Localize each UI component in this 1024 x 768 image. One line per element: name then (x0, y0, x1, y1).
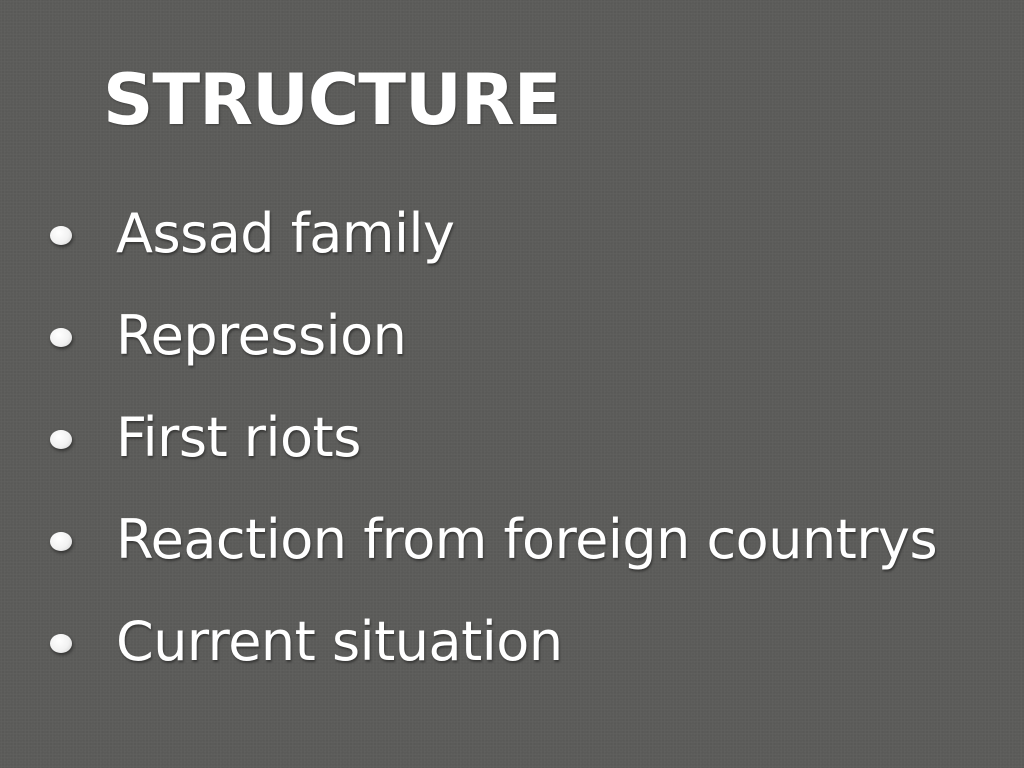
bullet-item-reaction (0, 491, 1024, 593)
bullet-text: Current situation (116, 610, 563, 673)
bullet-dot-icon (50, 430, 72, 449)
bullet-item-repression (0, 287, 1024, 389)
bullet-text: First riots (116, 406, 361, 469)
bullet-text: Reaction from foreign countrys (116, 508, 938, 571)
bullet-list (0, 185, 1024, 695)
bullet-text: Assad family (116, 202, 455, 265)
bullet-dot-icon (50, 634, 72, 653)
bullet-dot-icon (50, 328, 72, 347)
bullet-dot-icon (50, 532, 72, 551)
bullet-item-assad-family (0, 185, 1024, 287)
slide-title: STRUCTURE (103, 59, 561, 141)
bullet-item-current-situation (0, 593, 1024, 695)
bullet-text: Repression (116, 304, 407, 367)
bullet-dot-icon (50, 226, 72, 245)
bullet-item-first-riots (0, 389, 1024, 491)
